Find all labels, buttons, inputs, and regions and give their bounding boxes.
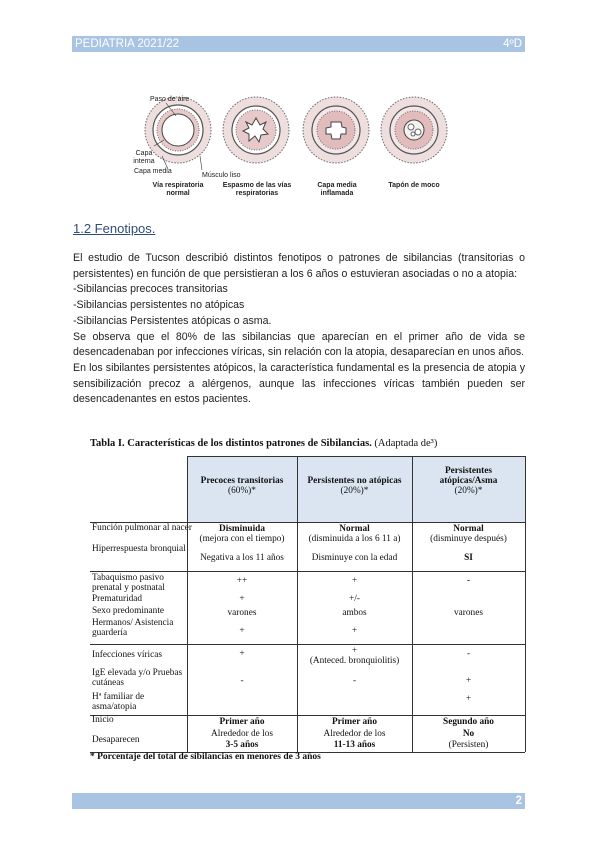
page-number: 2: [515, 795, 522, 807]
body-text: [73, 251, 525, 408]
cell: -: [240, 676, 244, 686]
col-name: Precoces transitorias: [200, 476, 284, 486]
cell: Primer año: [219, 717, 265, 727]
airway-inflamed-diagram: [303, 97, 369, 163]
paragraph-viral: Se observa que el 80% de las sibilancias que aparecían en el primer año de vida se desencadenaban por infecciones víricas, sin relación con la atopia, desaparecían en unos años.: [73, 330, 525, 359]
col-pct: (20%)*: [340, 486, 369, 496]
header-group: 4ºD: [503, 38, 522, 50]
table-footnote: * Porcentaje del total de sibilancias en menores de 3 años: [90, 752, 321, 762]
airway-figure: [132, 94, 472, 204]
table-caption-note: (Adaptada de³): [374, 438, 438, 449]
phenotype-table: [90, 456, 525, 752]
row-label-desaparecen: Desaparecen: [92, 735, 140, 745]
page-footer: [72, 793, 525, 809]
section-title: 1.2 Fenotipos.: [73, 221, 156, 236]
row-label-familiar: Hª familiar de asma/atopia: [92, 692, 145, 712]
label-musculo-liso: Músculo liso: [202, 172, 241, 179]
col-header-atopicas: [412, 456, 525, 522]
caption-moco: Tapón de moco: [388, 182, 440, 189]
table-caption-text: Tabla I. Características de los distintos patrones de Sibilancias.: [90, 438, 372, 449]
cell: +/-: [349, 594, 360, 604]
cell: Normal: [453, 524, 484, 534]
cell: Negativa a los 11 años: [200, 553, 284, 563]
cell: Disminuye con la edad: [311, 553, 398, 563]
cell: +: [351, 646, 358, 656]
row-label-inicio: Inicio: [92, 715, 114, 725]
row-label-prematuridad: Prematuridad: [92, 594, 143, 604]
cell: varones: [227, 608, 257, 618]
row-label-hermanos: Hermanos/ Asistencia guardería: [92, 618, 174, 638]
cell: +: [351, 626, 358, 636]
cell: (Persisten): [448, 740, 489, 750]
cell: Segundo año: [443, 717, 494, 727]
col-name: Persistentes atópicas/Asma: [439, 466, 498, 486]
list-item: -Sibilancias persistentes no atópicas: [73, 299, 245, 312]
cell: +: [351, 576, 358, 586]
caption-espasmo: Espasmo de las vías respiratorias: [222, 182, 292, 197]
header-title: PEDIATRIA 2021/22: [75, 38, 179, 50]
page-header: [72, 36, 525, 52]
cell: (disminuida a los 6 11 a): [308, 534, 401, 544]
label-paso-aire: Paso de aire: [150, 96, 190, 103]
col-header-no-atopicas: [297, 456, 412, 522]
table-caption: [90, 438, 437, 449]
col-name: Persistentes no atópicas: [307, 476, 402, 486]
cell: -: [466, 649, 471, 659]
cell: varones: [454, 608, 483, 618]
label-capa-media: Capa media: [134, 168, 172, 175]
cell: -: [352, 676, 357, 686]
col-pct: (20%)*: [454, 486, 483, 496]
cell: No: [462, 729, 475, 739]
paragraph-intro: El estudio de Tucson describió distintos fenotipos o patrones de sibilancias (transitorias o persistentes) en función de que persistieran a los 6 años o estuvieran asociadas o no a atopia:: [73, 252, 525, 280]
cell: +: [239, 626, 245, 636]
cell: Primer año: [331, 717, 377, 727]
cell: +: [465, 694, 472, 704]
cell: ambos: [342, 608, 367, 618]
list-item: -Sibilancias Persistentes atópicas o asma.: [73, 314, 272, 327]
cell: +: [465, 676, 472, 686]
cell: Alrededor de los: [323, 729, 386, 739]
cell: SI: [464, 553, 473, 563]
paragraph-atopic: En los sibilantes persistentes atópicos, la característica fundamental es la presencia de atopia y sensibilización precoz a alérgenos, aunque las infecciones víricas también pueden ser desencadenantes en estos pacientes.: [73, 361, 525, 406]
row-label-funcion: Función pulmonar al nacer: [92, 523, 192, 533]
row-label-tabaquismo: Tabaquismo pasivo prenatal y postnatal: [92, 573, 165, 593]
airway-mucus-diagram: [381, 97, 447, 163]
cell: Normal: [339, 524, 370, 534]
cell: (Anteced. bronquiolitis): [309, 656, 400, 666]
caption-inflamada: Capa media inflamada: [317, 182, 357, 197]
row-label-sexo: Sexo predominante: [92, 606, 165, 616]
cell: 11-13 años: [333, 740, 376, 750]
cell: +: [239, 649, 245, 659]
col-header-precoces: [187, 456, 297, 522]
cell: (disminuye después): [430, 534, 507, 544]
list-item: -Sibilancias precoces transitorias: [73, 283, 228, 296]
cell: -: [466, 576, 471, 586]
row-label-infecciones: Infecciones víricas: [92, 650, 162, 660]
caption-normal: Vía respiratoria normal: [152, 182, 204, 197]
cell: 3-5 años: [225, 740, 259, 750]
airway-spasm-diagram: [223, 97, 289, 163]
label-capa-interna: Capa interna: [133, 150, 155, 165]
cell: ++: [236, 576, 248, 586]
cell: (mejora con el tiempo): [199, 534, 285, 544]
cell: Alrededor de los: [211, 729, 273, 739]
cell: Disminuida: [219, 524, 265, 534]
col-pct: (60%)*: [228, 486, 256, 496]
row-label-ige: IgE elevada y/o Pruebas cutáneas: [92, 668, 183, 688]
cell: +: [239, 594, 245, 604]
row-label-hiper: Hiperrespuesta bronquial: [92, 544, 186, 554]
